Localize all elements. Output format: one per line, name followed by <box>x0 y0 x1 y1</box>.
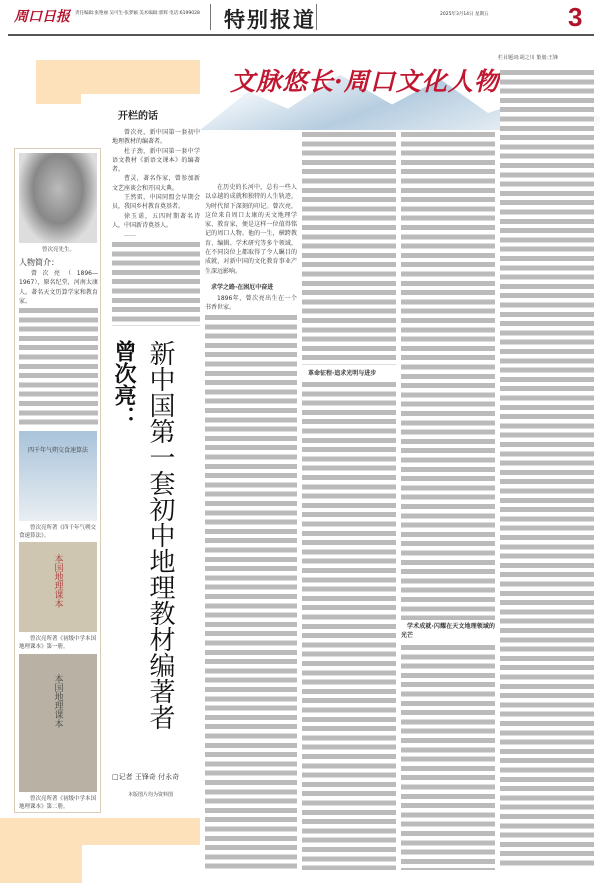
headline-name: 曾次亮： <box>111 340 136 428</box>
article-text <box>500 68 594 870</box>
section-title: 特别报道 <box>224 7 316 32</box>
section-heading: 求学之路·在困厄中奋进 <box>211 283 274 291</box>
article-text <box>302 380 396 870</box>
bio-text: 曾次亮（1896—1967），原名纪堂，河南太康人。著名天文历算学家和教育家。 <box>19 270 98 305</box>
column-credits: 栏目题词:胡之川 策划:王锋 <box>498 55 558 61</box>
divider <box>316 4 317 30</box>
decor-cutout <box>82 845 200 883</box>
opening-paragraph: 杜子劲，新中国第一套中学语文教材《新语文课本》的编著者。 <box>112 147 200 174</box>
opening-block <box>112 128 200 326</box>
article-text <box>302 130 396 365</box>
opening-text-continued <box>112 240 200 326</box>
article-text <box>401 130 495 620</box>
bio-title: 人物简介： <box>19 258 59 267</box>
column-banner-title: 文脉悠长·周口文化人物 <box>230 67 500 96</box>
bio-text-continued <box>19 306 98 426</box>
image-caption: 曾次亮所著《初级中学本国地理课本》第一册。 <box>19 636 97 650</box>
book-cover-image <box>19 542 97 632</box>
portrait-caption: 曾次亮先生。 <box>41 247 75 253</box>
image-caption: 曾次亮所著《四千年气朔交食速算法》。 <box>19 525 97 539</box>
profile-sidebar <box>14 148 101 813</box>
article-lead: 在历史的长河中，总有一些人以卓越的成就和独特的人生轨迹，为时代留下深刻的印记。曾次亮，这位来自周口太康的天文地理学家、教育家，便是这样一位值得铭记的周口人物。他的一生，横跨教育、编辑、学术研究等多个领域，在不同岗位上都取得了令人瞩目的成就，对新中国的文化教育事业产生深远影响。 <box>205 184 297 275</box>
opening-title: 开栏的话 <box>118 111 158 122</box>
book-title: 本国地理课本 <box>52 674 63 728</box>
portrait-photo <box>19 153 97 243</box>
book-cover-image <box>19 431 97 521</box>
staff-credits: 责任编辑:张艳丽 吴可生·张梦颖 美术编辑:郭辉 电话:6199028 <box>75 11 200 16</box>
article-text <box>401 643 495 870</box>
article-column <box>302 130 396 870</box>
section-heading: 学术成就·闪耀在天文地理领域的光芒 <box>401 623 495 639</box>
byline: □记者 王锋奇 付永奇 <box>112 773 180 781</box>
book-title: 四千年气朔交食速算法 <box>27 447 88 454</box>
opening-paragraph: …… <box>124 231 136 239</box>
newspaper-logo: 周口日报 <box>14 9 70 25</box>
opening-paragraph: 王然雷，中国同盟会早期会员，我国乡村教育奠基者。 <box>112 194 200 211</box>
divider <box>210 4 211 30</box>
opening-paragraph: 曾次亮，新中国第一套初中地理教材的编著者。 <box>112 129 200 146</box>
header-rule <box>8 34 594 36</box>
article-column <box>401 130 495 870</box>
article-text <box>205 313 297 870</box>
book-title: 本国地理课本 <box>52 554 63 608</box>
section-heading: 革命征程·追求光明与进步 <box>308 370 377 377</box>
opening-paragraph: 曹灵，著名作家，曾参加新文艺座谈会和开国大典。 <box>112 175 200 192</box>
book-cover-image <box>19 654 97 792</box>
opening-paragraph: 徐玉诺，五四时期著名诗人，中国新诗奠基人。 <box>112 212 200 229</box>
decor-block <box>36 94 81 104</box>
article-column <box>205 183 297 870</box>
decor-block <box>36 60 200 94</box>
page-number: 3 <box>568 2 583 32</box>
issue-date: 2025年3月14日 星期五 <box>440 12 489 17</box>
bio-block <box>19 269 98 426</box>
image-caption: 曾次亮所著《初级中学本国地理课本》第二册。 <box>19 796 97 810</box>
photo-credit: 本版图片均为资料图 <box>128 792 174 798</box>
headline-subtitle: 新中国第一套初中地理教材编著者 <box>145 340 175 730</box>
article-paragraph: 1896年，曾次亮出生在一个书香世家。 <box>205 294 297 312</box>
